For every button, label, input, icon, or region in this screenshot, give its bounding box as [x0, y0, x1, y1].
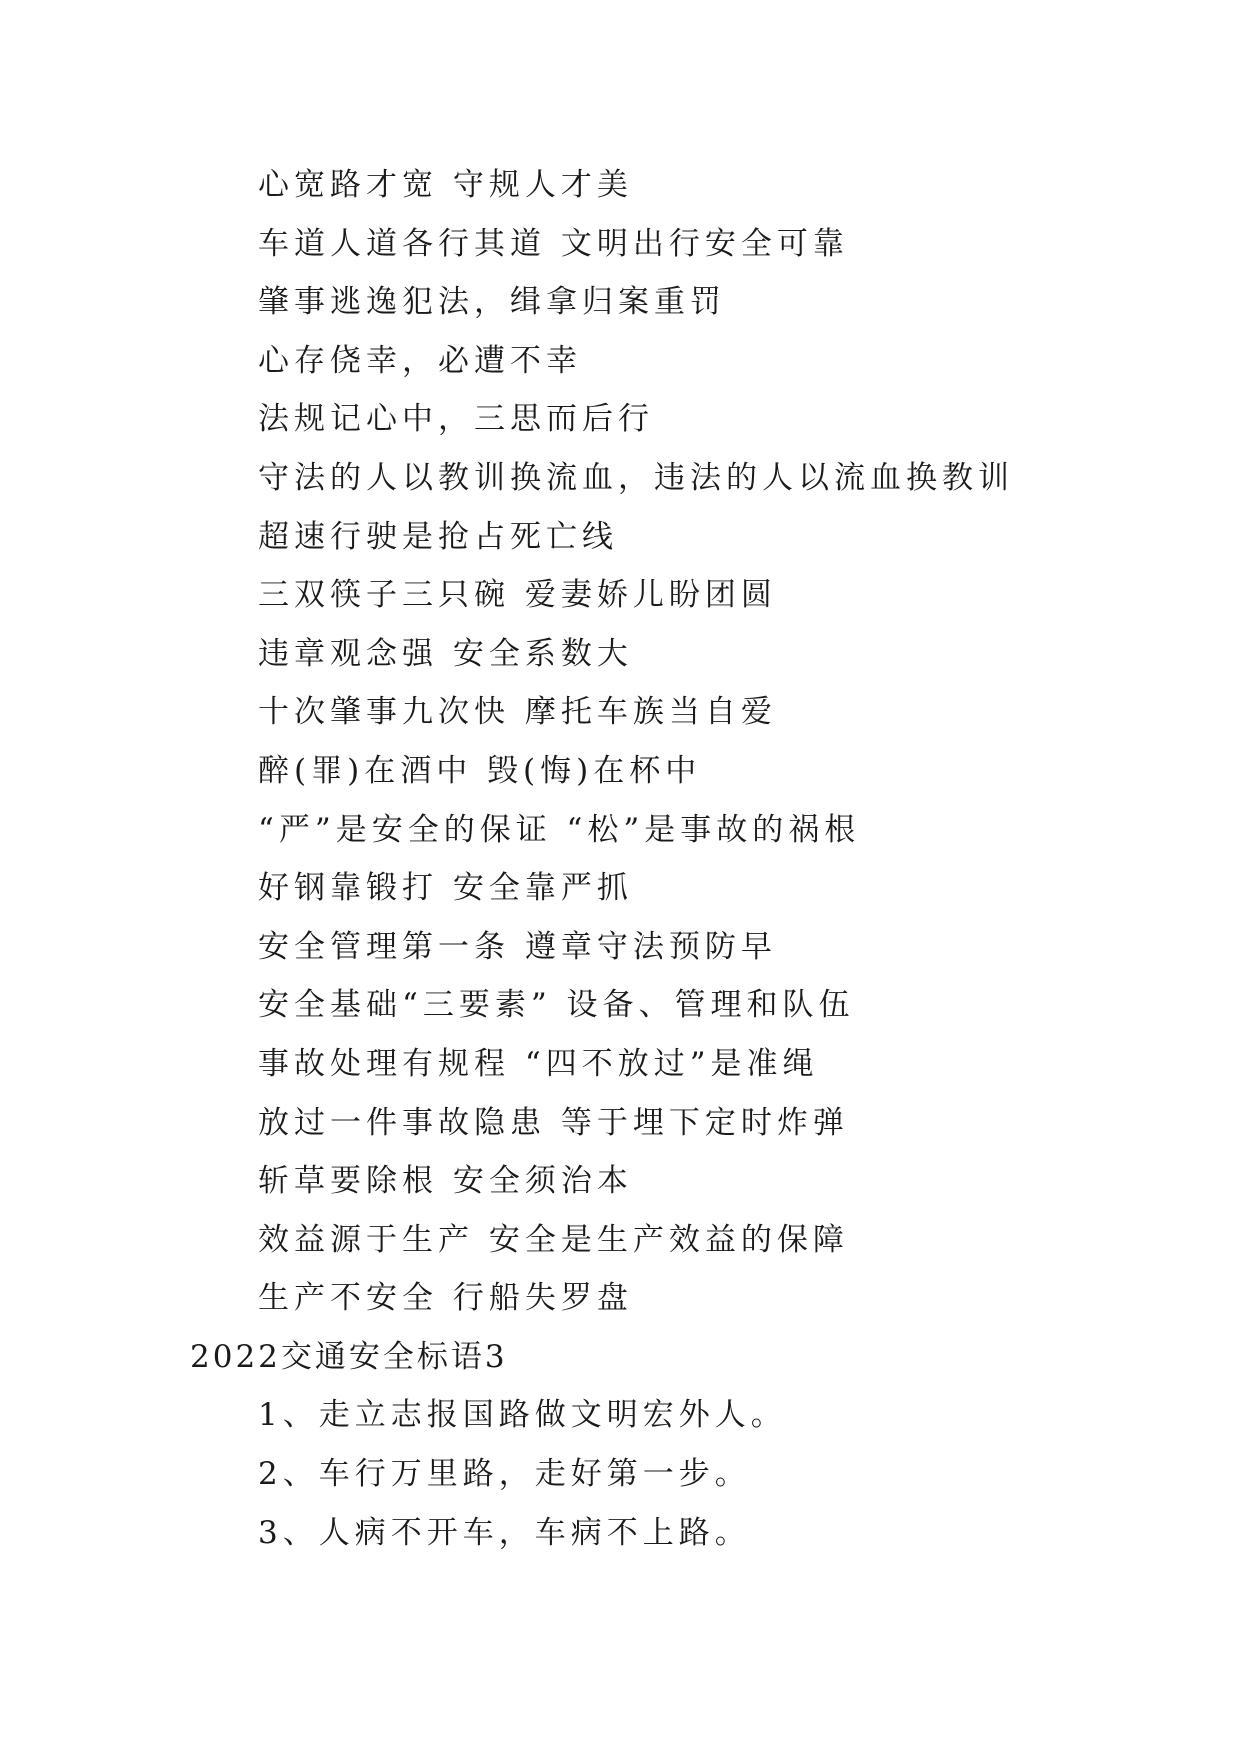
- numbered-slogan: 2、车行万里路，走好第一步。: [258, 1456, 751, 1493]
- slogan-line: 事故处理有规程 “四不放过”是准绳: [258, 1045, 819, 1082]
- slogan-line: 生产不安全 行船失罗盘: [258, 1280, 633, 1317]
- slogan-line: 法规记心中，三思而后行: [258, 401, 654, 438]
- slogan-line: 肇事逃逸犯法，缉拿归案重罚: [258, 284, 726, 321]
- slogan-line: 心宽路才宽 守规人才美: [258, 167, 633, 203]
- slogan-line: 车道人道各行其道 文明出行安全可靠: [258, 225, 849, 262]
- slogan-line: 三双筷子三只碗 爱妻娇儿盼团圆: [258, 577, 777, 614]
- slogan-line: 违章观念强 安全系数大: [258, 635, 633, 672]
- document-body: [190, 156, 1190, 1562]
- slogan-line: 超速行驶是抢占死亡线: [258, 518, 618, 555]
- slogan-line: 醉(罪)在酒中 毁(悔)在杯中: [258, 752, 702, 789]
- slogan-line: 安全管理第一条 遵章守法预防早: [258, 928, 777, 965]
- slogan-line: 好钢靠锻打 安全靠严抓: [258, 870, 633, 907]
- slogan-line: 斩草要除根 安全须治本: [258, 1163, 633, 1200]
- slogan-line: 安全基础“三要素” 设备、管理和队伍: [258, 987, 855, 1024]
- slogan-line: 守法的人以教训换流血，违法的人以流血换教训: [258, 459, 1014, 496]
- slogan-line: 十次肇事九次快 摩托车族当自爱: [258, 694, 777, 731]
- slogan-line: “严”是安全的保证 “松”是事故的祸根: [258, 811, 861, 848]
- section-heading: 2022交通安全标语3: [190, 1338, 508, 1375]
- numbered-slogan: 3、人病不开车，车病不上路。: [258, 1514, 751, 1551]
- slogan-line: 放过一件事故隐患 等于埋下定时炸弹: [258, 1104, 849, 1141]
- numbered-slogan: 1、走立志报国路做文明宏外人。: [258, 1397, 787, 1434]
- slogan-line: 心存侥幸，必遭不幸: [258, 342, 582, 379]
- slogan-line: 效益源于生产 安全是生产效益的保障: [258, 1221, 849, 1258]
